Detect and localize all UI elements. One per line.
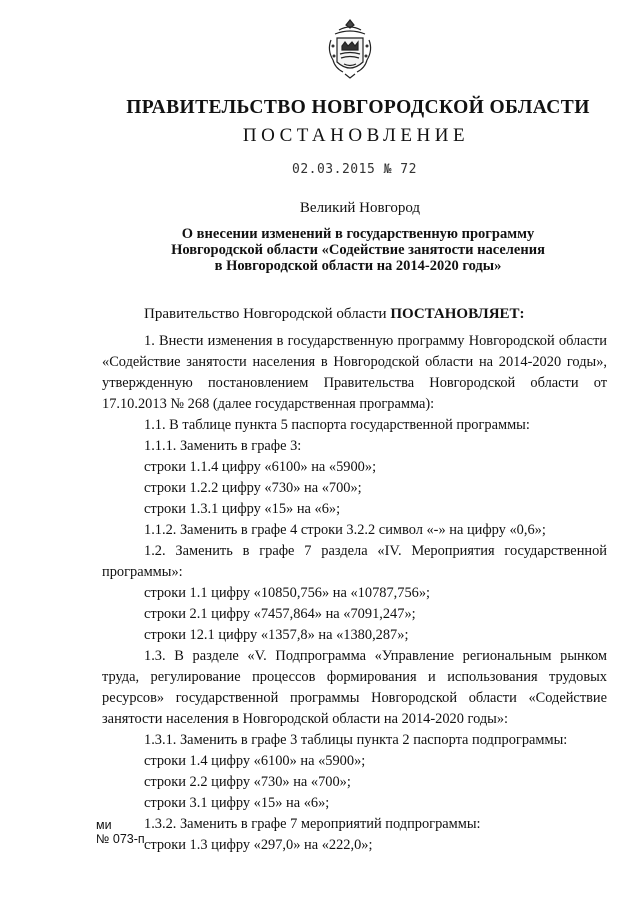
coat-of-arms-icon <box>325 18 375 80</box>
subject-line: О внесении изменений в государственную программу <box>181 226 535 242</box>
list-item: строки 1.1.4 цифру «6100» на «5900»; <box>144 459 377 475</box>
list-item: строки 1.3 цифру «297,0» на «222,0»; <box>144 837 373 853</box>
list-item: строки 1.2.2 цифру «730» на «700»; <box>144 480 362 496</box>
footer <box>96 818 145 846</box>
paragraph: 1.1. В таблице пункта 5 паспорта государственной программы: <box>144 417 530 433</box>
list-item: строки 1.3.1 цифру «15» на «6»; <box>144 501 341 517</box>
list-item: строки 3.1 цифру «15» на «6»; <box>144 795 330 811</box>
paragraph: 1. Внести изменения в государственную программу Новгородской области «Содействие занятости населения в Новгородской области на 2014-2020 годы», утвержденную постановлением Правительства Новгородской области от 17.10.2013 № 268 (далее государственная программа): <box>102 333 607 412</box>
author-initials: ми <box>96 818 112 832</box>
subject-line: в Новгородской области на 2014-2020 годы» <box>214 258 502 274</box>
list-item: строки 1.4 цифру «6100» на «5900»; <box>144 753 366 769</box>
paragraph: 1.1.1. Заменить в графе 3: <box>144 438 302 454</box>
city: Великий Новгород <box>299 200 421 216</box>
decree-keyword: ПОСТАНОВЛЯЕТ: <box>390 306 525 322</box>
document-code: № 073-п <box>96 832 145 846</box>
subject-line: Новгородской области «Содействие занятости населения <box>171 242 545 258</box>
list-item: строки 2.1 цифру «7457,864» на «7091,247»; <box>144 606 416 622</box>
document-body <box>102 304 607 856</box>
list-item: строки 2.2 цифру «730» на «700»; <box>144 774 351 790</box>
document-type: ПОСТАНОВЛЕНИЕ <box>242 125 470 146</box>
intro-paragraph: Правительство Новгородской области ПОСТАНОВЛЯЕТ: <box>144 306 525 322</box>
organization-title: ПРАВИТЕЛЬСТВО НОВГОРОДСКОЙ ОБЛАСТИ <box>126 97 590 118</box>
paragraph: 1.3.2. Заменить в графе 7 мероприятий подпрограммы: <box>144 816 481 832</box>
paragraph: 1.3. В разделе «V. Подпрограмма «Управление региональным рынком труда, регулирование процессов формирования и использования трудовых ресурсов» государственной программы Новгородской области «Содействие занятости населения в Новгородской области на 2014-2020 годы»: <box>102 648 607 727</box>
date-and-number: 02.03.2015 № 72 <box>292 162 417 177</box>
document-subject <box>38 226 640 274</box>
list-item: строки 1.1 цифру «10850,756» на «10787,756»; <box>144 585 431 601</box>
paragraph: 1.2. Заменить в графе 7 раздела «IV. Мероприятия государственной программы»: <box>102 543 607 580</box>
list-item: строки 12.1 цифру «1357,8» на «1380,287»; <box>144 627 409 643</box>
paragraph: 1.3.1. Заменить в графе 3 таблицы пункта 2 паспорта подпрограммы: <box>144 732 568 748</box>
paragraph: 1.1.2. Заменить в графе 4 строки 3.2.2 символ «-» на цифру «0,6»; <box>144 522 546 538</box>
